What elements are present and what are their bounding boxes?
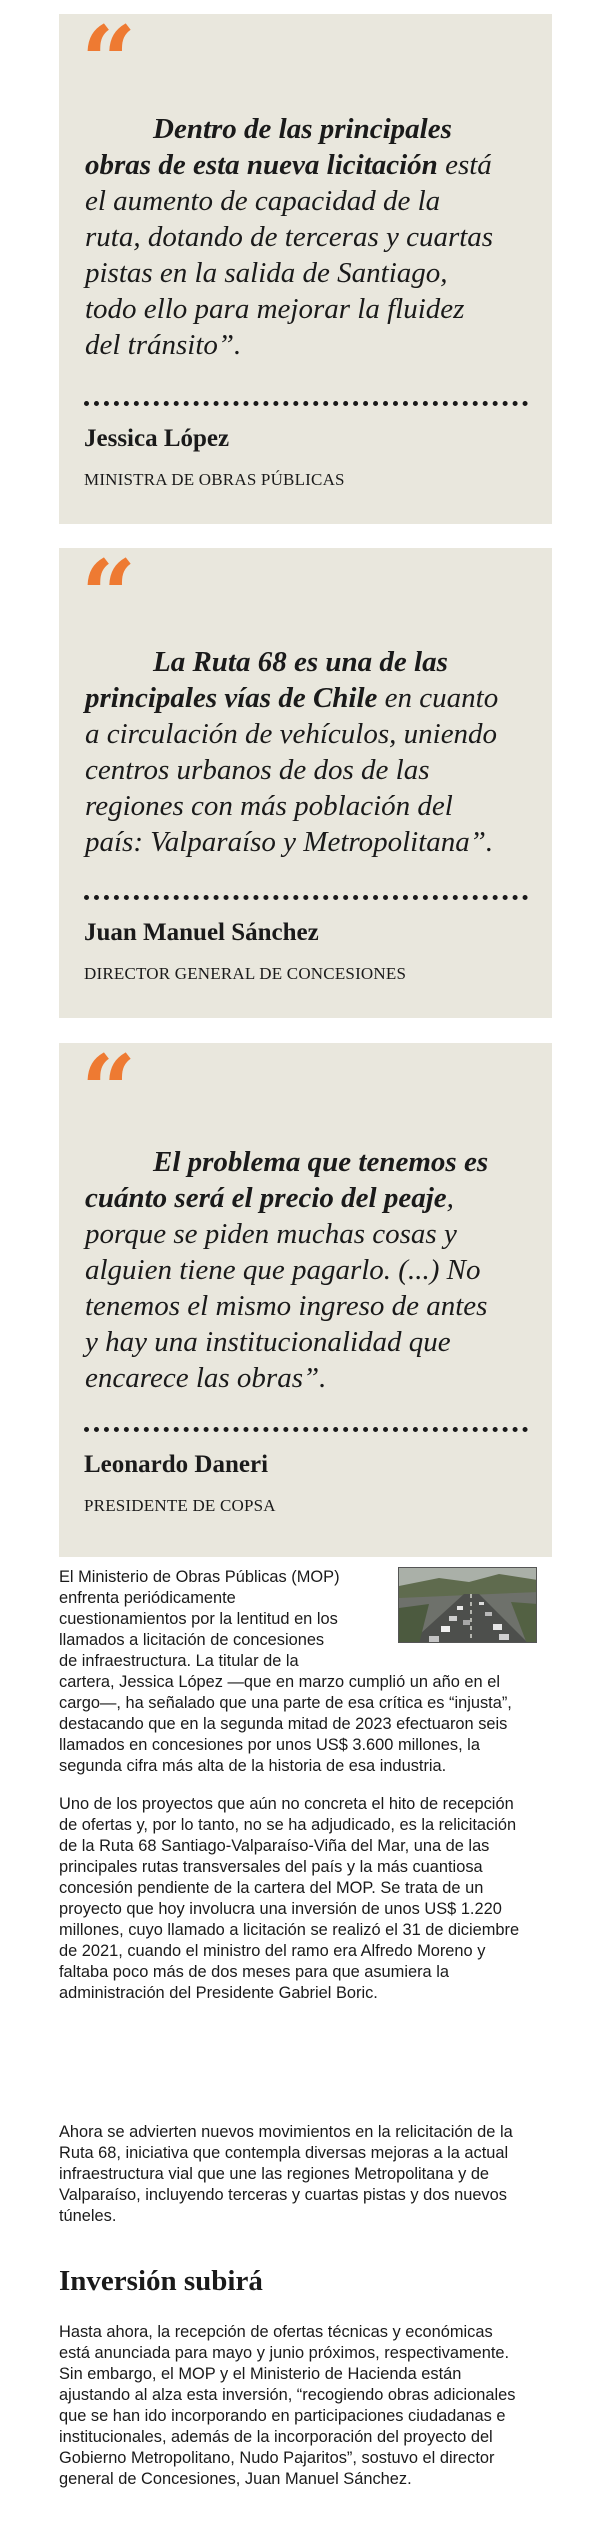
dotted-divider [84, 1427, 528, 1432]
text-line: llamados a licitación de concesiones [59, 1631, 325, 1649]
quote-author-role: PRESIDENTE DE COPSA [84, 1496, 276, 1515]
text-line: de 2021, cuando el ministro del ramo era Alfredo Moreno y [59, 1942, 486, 1960]
text-line: Uno de los proyectos que aún no concreta el hito de recepción [59, 1795, 514, 1813]
quote-text [85, 111, 535, 363]
open-quote-icon: “ [81, 539, 137, 652]
text-line: está anunciada para mayo y junio próximos, respectivamente. [59, 2344, 510, 2362]
quote-line: todo ello para mejorar la fluidez [85, 293, 465, 325]
text-line: enfrenta periódicamente [59, 1589, 236, 1607]
quote-author-role: MINISTRA DE OBRAS PÚBLICAS [84, 470, 345, 489]
dotted-divider [84, 895, 528, 900]
quote-line: tenemos el mismo ingreso de antes [85, 1290, 488, 1322]
open-quote-icon: “ [81, 1034, 137, 1147]
text-line: cuestionamientos por la lentitud en los [59, 1610, 338, 1628]
quote-line: pistas en la salida de Santiago, [85, 257, 448, 289]
article-paragraph-1 [59, 1567, 555, 1777]
article-paragraph-2 [59, 1794, 555, 2004]
text-line: Gobierno Metropolitano, Nudo Pajaritos”, sostuvo el director [59, 2449, 495, 2467]
quote-line: La Ruta 68 es una de las [153, 646, 448, 678]
quote-text: El problema que tenemos es cuánto será el precio del peaje, porque se piden muchas cosas y alguien tiene que pagarlo. (...) No tenemos el mismo ingreso de antes y hay una institucionalidad que encarece las obras”. [85, 1144, 535, 1396]
text-line: segunda cifra más alta de la historia de esa industria. [59, 1757, 447, 1775]
text-line: millones, cuyo llamado a licitación se realizó el 31 de diciembre [59, 1921, 520, 1939]
text-line: faltaba poco más de dos meses para que asumiera la [59, 1963, 449, 1981]
text-line: llamados en concesiones por unos US$ 3.600 millones, la [59, 1736, 480, 1754]
text-line: que se han ido incorporando en participaciones ciudadanas e [59, 2407, 506, 2425]
article-paragraph-3 [59, 2122, 555, 2227]
quote-line: porque se piden muchas cosas y [85, 1218, 457, 1250]
quote-card-3 [59, 1034, 552, 1557]
quote-line: del tránsito”. [85, 329, 242, 361]
text-line: de la Ruta 68 Santiago-Valparaíso-Viña del Mar, una de las [59, 1837, 490, 1855]
quote-line: El problema que tenemos es [153, 1146, 489, 1178]
text-line: infraestructura vial que une las regiones Metropolitana y de [59, 2165, 490, 2183]
quote-line: y hay una institucionalidad que [85, 1326, 451, 1358]
section-heading: Inversión subirá [59, 2265, 263, 2297]
text-line: El Ministerio de Obras Públicas (MOP) [59, 1568, 340, 1586]
quote-text: La Ruta 68 es una de las principales vías de Chile en cuanto a circulación de vehículos, uniendo centros urbanos de dos de las regiones con más población del país: Valparaíso y Metropolitana”. [85, 644, 535, 860]
quote-card-2 [59, 539, 552, 1018]
quote-author-role: DIRECTOR GENERAL DE CONCESIONES [84, 964, 407, 983]
text-line: Ahora se advierten nuevos movimientos en la relicitación de la [59, 2123, 513, 2141]
text-line: Valparaíso, incluyendo terceras y cuartas pistas y dos nuevos [59, 2186, 507, 2204]
quote-line: a circulación de vehículos, uniendo [85, 718, 498, 750]
quote-line: el aumento de capacidad de la [85, 185, 441, 217]
text-line: túneles. [59, 2207, 117, 2225]
text-line: cartera, Jessica López —que en marzo cumplió un año en el [59, 1673, 500, 1691]
text-line: destacando que en la segunda mitad de 2023 efectuaron seis [59, 1715, 508, 1733]
quote-line: centros urbanos de dos de las [85, 754, 430, 786]
dotted-divider [84, 401, 528, 406]
text-line: de ofertas y, por lo tanto, no se ha adjudicado, es la relicitación [59, 1816, 517, 1834]
text-line: ajustando al alza esta inversión, “recogiendo obras adicionales [59, 2386, 516, 2404]
open-quote-icon: “ [81, 5, 137, 118]
text-line: Hasta ahora, la recepción de ofertas técnicas y económicas [59, 2323, 493, 2341]
text-line: institucionales, además de la incorporación del proyecto del [59, 2428, 493, 2446]
quote-line: país: Valparaíso y Metropolitana”. [85, 826, 494, 858]
quote-line: encarece las obras”. [85, 1362, 327, 1394]
text-line: Ruta 68, iniciativa que contempla diversas mejoras a la actual [59, 2144, 509, 2162]
text-line: Sin embargo, el MOP y el Ministerio de Hacienda están [59, 2365, 462, 2383]
quote-line: regiones con más población del [85, 790, 453, 822]
text-line: cargo—, ha señalado que una parte de esa crítica es “injusta”, [59, 1694, 512, 1712]
quote-author: Juan Manuel Sánchez [84, 919, 319, 946]
quote-line-rest: está [437, 149, 492, 181]
quote-line: Dentro de las principales [153, 113, 452, 145]
text-line: general de Concesiones, Juan Manuel Sánchez. [59, 2470, 412, 2488]
text-line: concesión pendiente de la cartera del MOP. Se trata de un [59, 1879, 484, 1897]
quote-card-1 [59, 5, 552, 524]
quote-line: ruta, dotando de terceras y cuartas [85, 221, 494, 253]
quote-author: Jessica López [84, 425, 230, 452]
quote-line: alguien tiene que pagarlo. (...) No [85, 1254, 481, 1286]
text-line: principales rutas transversales del país y la más cuantiosa [59, 1858, 483, 1876]
text-line: administración del Presidente Gabriel Boric. [59, 1984, 378, 2002]
quote-line-bold-part: obras de esta nueva licitación [85, 149, 438, 181]
quote-author: Leonardo Daneri [84, 1451, 269, 1478]
text-line: proyecto que hoy involucra una inversión de unos US$ 1.220 [59, 1900, 502, 1918]
text-line: de infraestructura. La titular de la [59, 1652, 299, 1670]
article-paragraph-4 [59, 2322, 555, 2490]
